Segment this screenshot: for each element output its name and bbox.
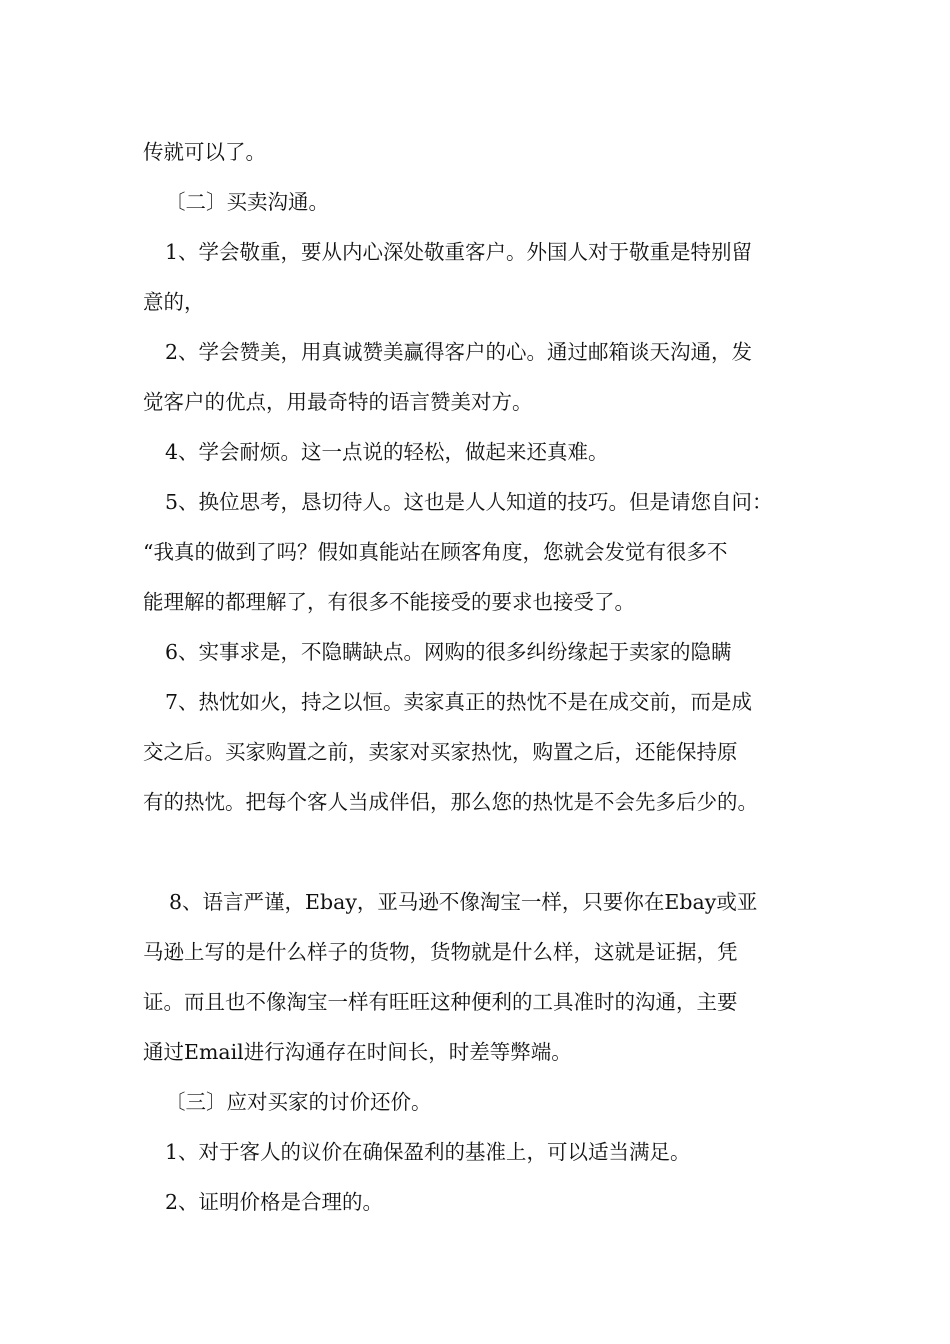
section-heading: 〔二〕买卖沟通。 xyxy=(165,190,329,214)
paragraph-line: “我真的做到了吗？假如真能站在顾客角度，您就会发觉有很多不 xyxy=(143,540,728,564)
list-item: 1、学会敬重，要从内心深处敬重客户。外国人对于敬重是特别留 xyxy=(165,240,753,264)
list-item: 8、语言严谨，Ebay，亚马逊不像淘宝一样，只要你在Ebay或亚 xyxy=(169,890,758,914)
list-item: 2、学会赞美，用真诚赞美赢得客户的心。通过邮箱谈天沟通，发 xyxy=(165,340,753,364)
list-item: 2、证明价格是合理的。 xyxy=(165,1190,384,1214)
paragraph-line: 意的， xyxy=(143,290,205,314)
paragraph-line: 觉客户的优点，用最奇特的语言赞美对方。 xyxy=(143,390,533,414)
blank-line xyxy=(143,827,815,877)
paragraph-line: 传就可以了。 xyxy=(143,140,266,164)
paragraph-line: 通过Email进行沟通存在时间长，时差等弊端。 xyxy=(143,1040,572,1064)
paragraph-line: 交之后。买家购置之前，卖家对买家热忱，购置之后，还能保持原 xyxy=(143,740,738,764)
document-body xyxy=(143,127,815,1227)
paragraph-line: 马逊上写的是什么样子的货物，货物就是什么样，这就是证据，凭 xyxy=(143,940,738,964)
paragraph-line: 能理解的都理解了，有很多不能接受的要求也接受了。 xyxy=(143,590,635,614)
paragraph-line: 证。而且也不像淘宝一样有旺旺这种便利的工具准时的沟通，主要 xyxy=(143,990,738,1014)
list-item: 6、实事求是，不隐瞒缺点。网购的很多纠纷缘起于卖家的隐瞒 xyxy=(165,640,732,664)
list-item: 5、换位思考，恳切待人。这也是人人知道的技巧。但是请您自问： xyxy=(165,490,773,514)
list-item: 1、对于客人的议价在确保盈利的基准上，可以适当满足。 xyxy=(165,1140,691,1164)
section-heading: 〔三〕应对买家的讨价还价。 xyxy=(165,1090,432,1114)
list-item: 7、热忱如火，持之以恒。卖家真正的热忱不是在成交前，而是成 xyxy=(165,690,753,714)
paragraph-line: 有的热忱。把每个客人当成伴侣，那么您的热忱是不会先多后少的。 xyxy=(143,790,758,814)
list-item: 4、学会耐烦。这一点说的轻松，做起来还真难。 xyxy=(165,440,609,464)
